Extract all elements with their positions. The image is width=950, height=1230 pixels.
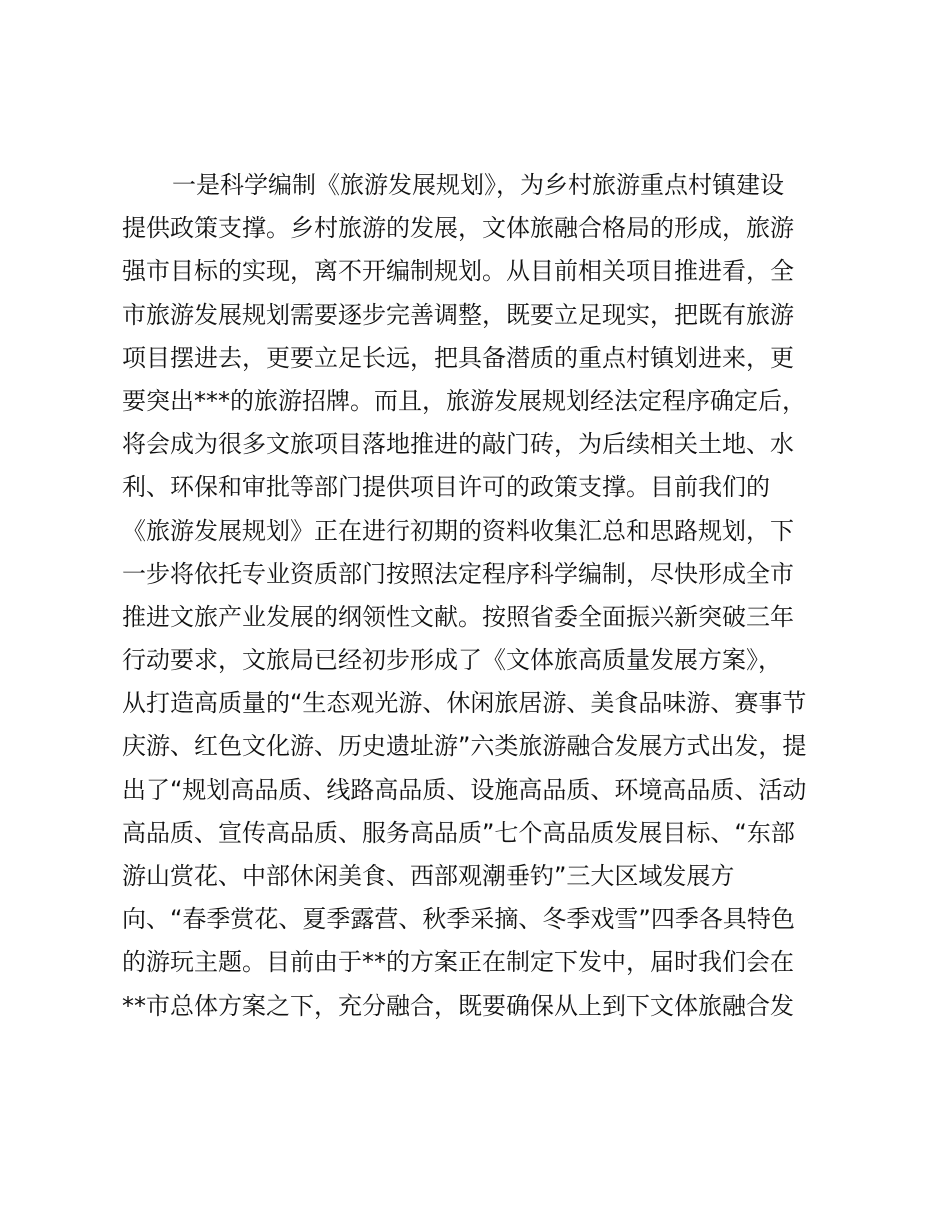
paragraph-line: 从打造高质量的“生态观光游、休闲旅居游、美食品味游、赛事节 — [122, 689, 807, 718]
paragraph-line: 一步将依托专业资质部门按照法定程序科学编制，尽快形成全市 — [122, 559, 794, 588]
paragraph-line: 的游玩主题。目前由于**的方案正在制定下发中，届时我们会在 — [122, 948, 794, 977]
paragraph-line: 提供政策支撑。乡村旅游的发展，文体旅融合格局的形成，旅游 — [122, 214, 794, 243]
paragraph-line: 向、“春季赏花、夏季露营、秋季采摘、冬季戏雪”四季各具特色 — [122, 905, 795, 934]
body-paragraph — [122, 164, 842, 1028]
paragraph-line: 强市目标的实现，离不开编制规划。从目前相关项目推进看，全 — [122, 257, 794, 286]
paragraph-line: 推进文旅产业发展的纲领性文献。按照省委全面振兴新突破三年 — [122, 602, 794, 631]
paragraph-line: 庆游、红色文化游、历史遗址游”六类旅游融合发展方式出发，提 — [122, 732, 807, 761]
paragraph-line: 项目摆进去，更要立足长远，把具备潜质的重点村镇划进来，更 — [122, 343, 794, 372]
paragraph-line: 游山赏花、中部休闲美食、西部观潮垂钓”三大区域发展方 — [122, 862, 735, 890]
paragraph-line: 行动要求，文旅局已经初步形成了《文体旅高质量发展方案》， — [122, 646, 782, 675]
paragraph-line: 利、环保和审批等部门提供项目许可的政策支撑。目前我们的 — [122, 473, 770, 502]
paragraph-line: 《旅游发展规划》正在进行初期的资料收集汇总和思路规划，下 — [122, 516, 794, 545]
paragraph-line: **市总体方案之下，充分融合，既要确保从上到下文体旅融合发 — [122, 991, 794, 1020]
paragraph-line: 高品质、宣传高品质、服务高品质”七个高品质发展目标、“东部 — [122, 818, 795, 847]
paragraph-line: 要突出***的旅游招牌。而且，旅游发展规划经法定程序确定后， — [122, 386, 806, 415]
paragraph-line: 市旅游发展规划需要逐步完善调整，既要立足现实，把既有旅游 — [122, 300, 794, 329]
paragraph-line: 一是科学编制《旅游发展规划》，为乡村旅游重点村镇建设 — [172, 171, 784, 199]
paragraph-line: 出了“规划高品质、线路高品质、设施高品质、环境高品质、活动 — [122, 775, 807, 804]
paragraph-line: 将会成为很多文旅项目落地推进的敲门砖，为后续相关土地、水 — [122, 430, 794, 459]
